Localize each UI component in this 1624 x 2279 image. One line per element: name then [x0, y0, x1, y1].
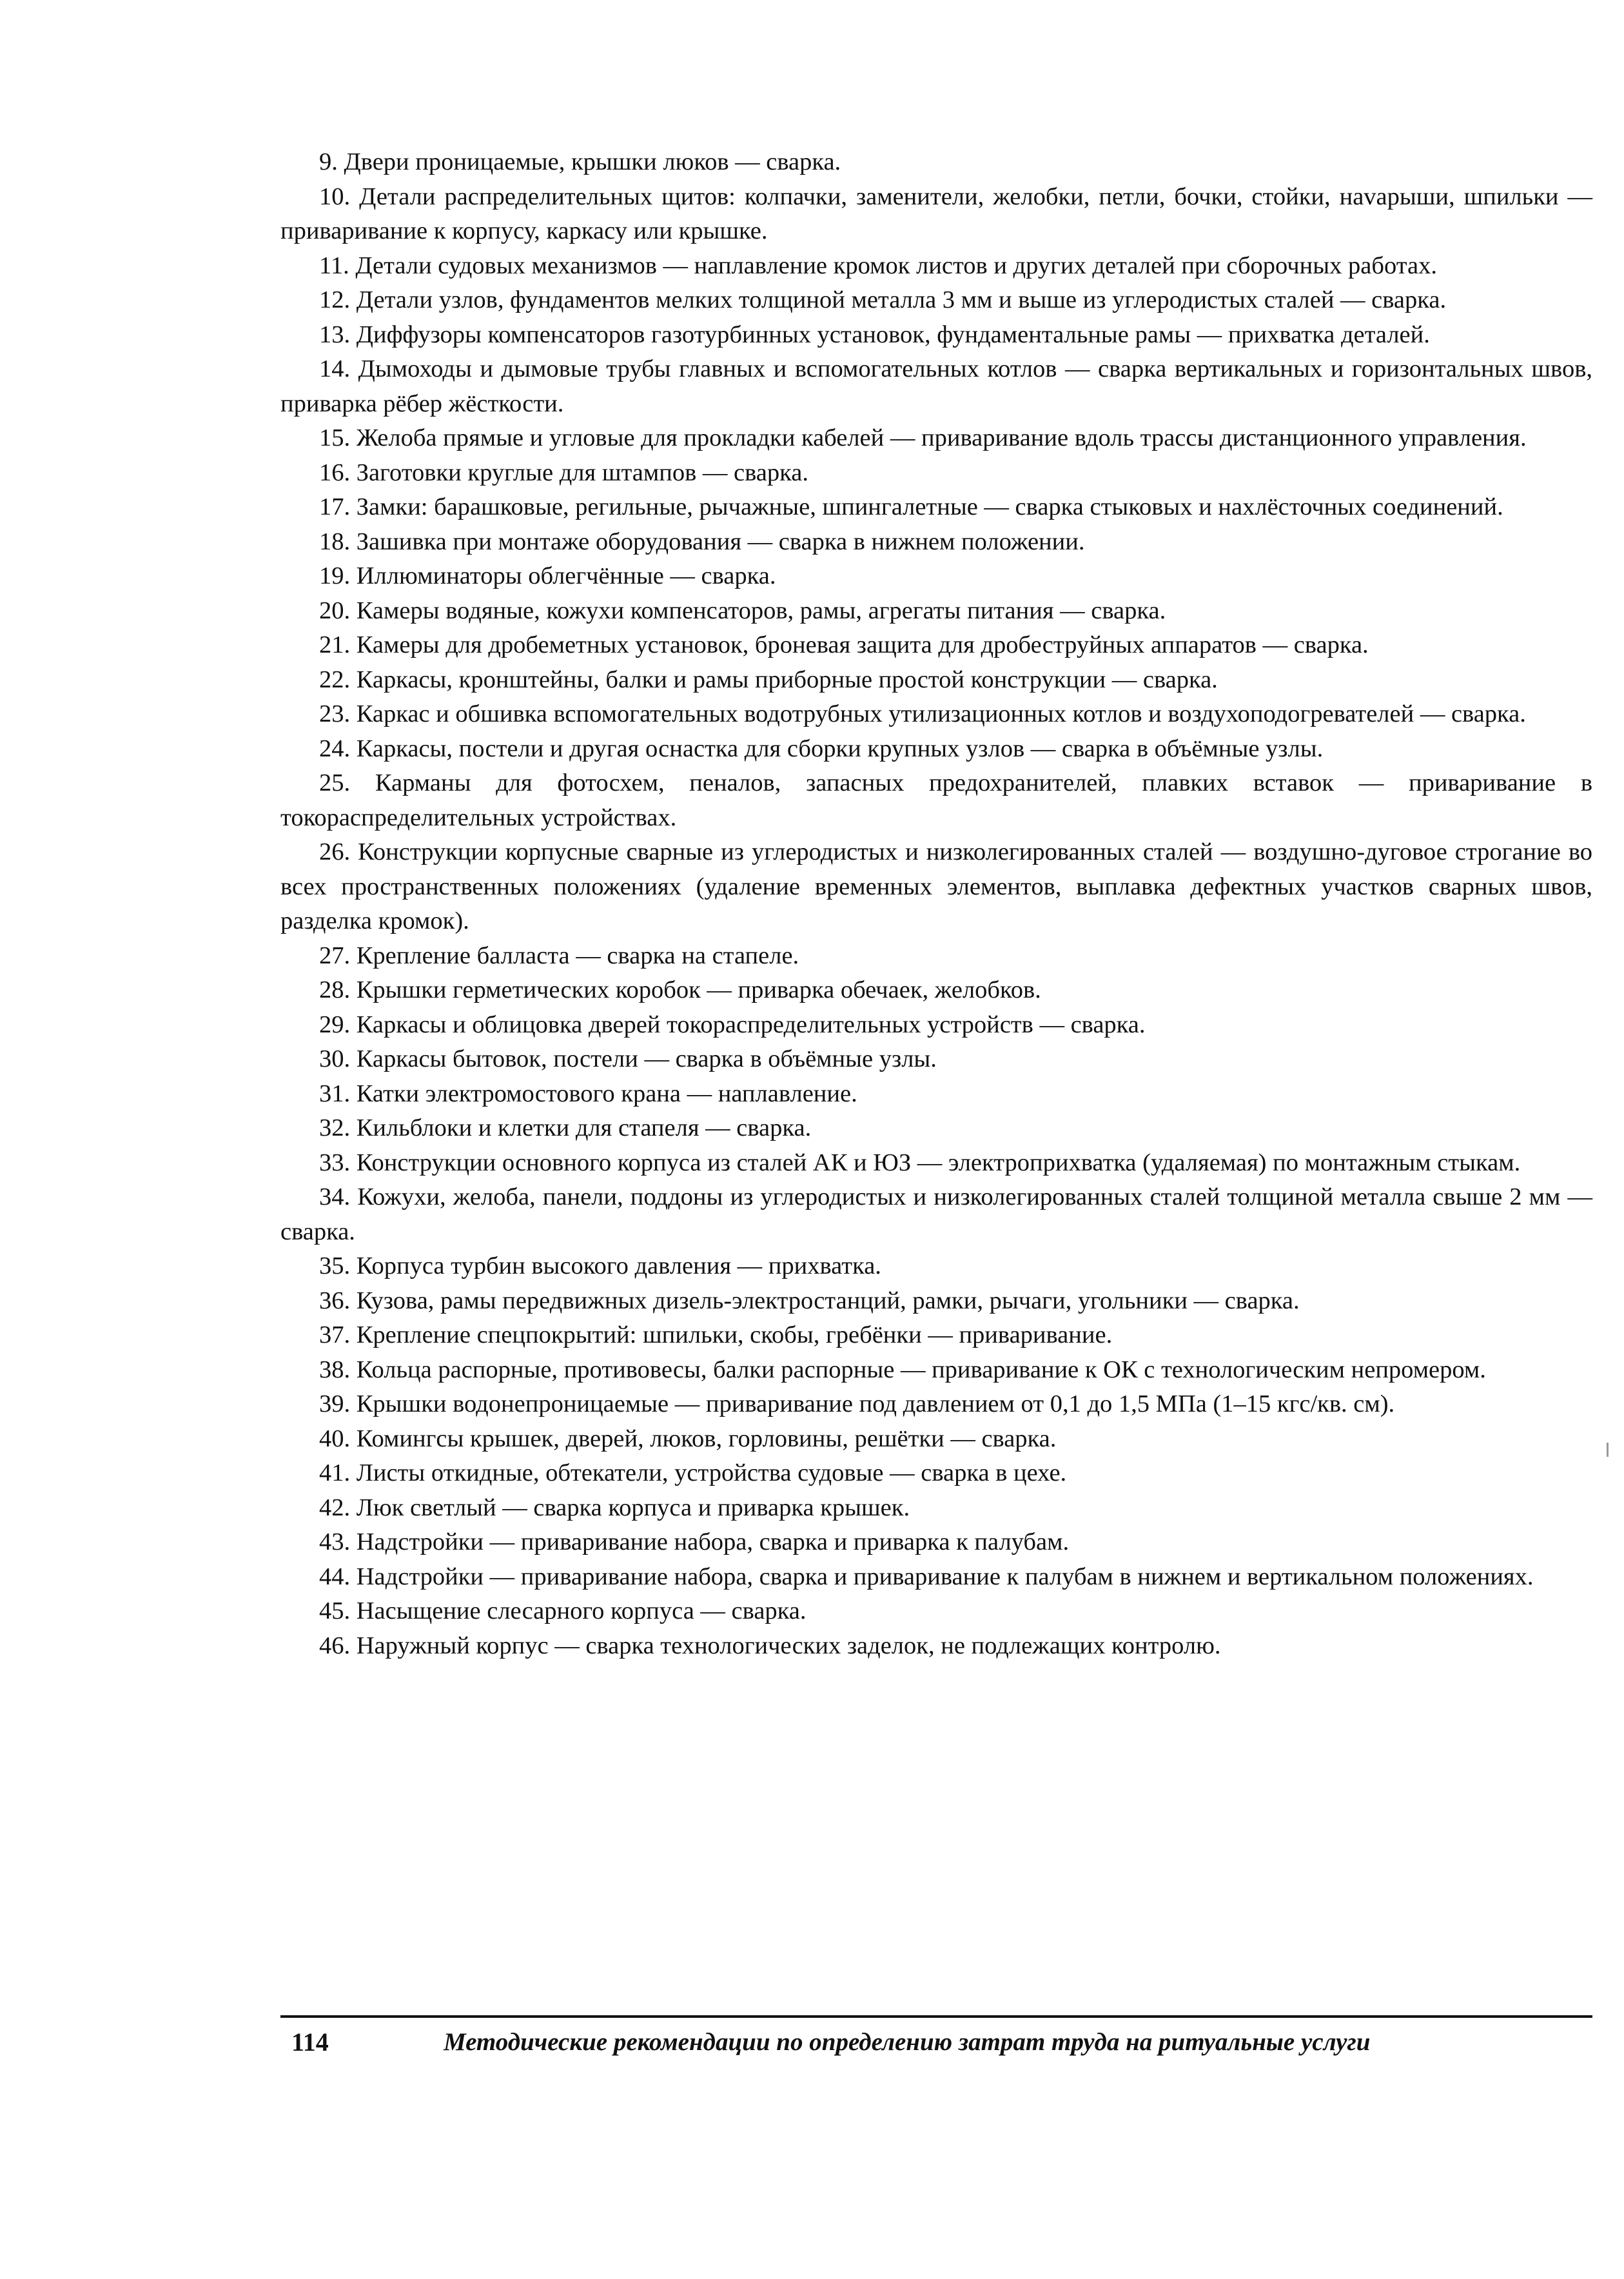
- list-item: 43. Надстройки — приваривание набора, сварка и приварка к палубам.: [319, 1528, 1070, 1555]
- item-list: [280, 145, 1592, 1663]
- list-item: 37. Крепление спецпокрытий: шпильки, скобы, гребёнки — приваривание.: [319, 1321, 1113, 1348]
- list-item: 15. Желоба прямые и угловые для прокладки кабелей — приваривание вдоль трассы дистанционного управления.: [319, 424, 1527, 451]
- list-item: 30. Каркасы бытовок, постели — сварка в объёмные узлы.: [319, 1045, 937, 1072]
- list-item: 18. Зашивка при монтаже оборудования — сварка в нижнем положении.: [319, 528, 1085, 555]
- list-item: 12. Детали узлов, фундаментов мелких толщиной металла 3 мм и выше из углеродистых сталей — сварка.: [319, 286, 1447, 313]
- list-item: 13. Диффузоры компенсаторов газотурбинных установок, фундаментальные рамы — прихватка деталей.: [319, 321, 1430, 348]
- list-item: 45. Насыщение слесарного корпуса — сварка.: [319, 1597, 807, 1624]
- list-item: 42. Люк светлый — сварка корпуса и приварка крышек.: [319, 1494, 910, 1521]
- list-item: 36. Кузова, рамы передвижных дизель-электростанций, рамки, рычаги, угольники — сварка.: [319, 1287, 1300, 1314]
- list-item: 46. Наружный корпус — сварка технологических заделок, не подлежащих контролю.: [319, 1632, 1221, 1659]
- list-item: 23. Каркас и обшивка вспомогательных водотрубных утилизационных котлов и воздухоподогревателей — сварка.: [319, 700, 1526, 727]
- list-item: 11. Детали судовых механизмов — наплавление кромок листов и других деталей при сборочных работах.: [319, 252, 1437, 279]
- list-item: 19. Иллюминаторы облегчённые — сварка.: [319, 562, 776, 589]
- list-item: 22. Каркасы, кронштейны, балки и рамы приборные простой конструкции — сварка.: [319, 666, 1218, 693]
- list-item: 29. Каркасы и облицовка дверей токораспределительных устройств — сварка.: [319, 1011, 1146, 1038]
- list-item: 32. Кильблоки и клетки для стапеля — сварка.: [319, 1114, 812, 1141]
- footer-divider: [280, 2015, 1592, 2018]
- list-item: 41. Листы откидные, обтекатели, устройства судовые — сварка в цехе.: [319, 1459, 1067, 1486]
- list-item: 21. Камеры для дробеметных установок, броневая защита для дробеструйных аппаратов — сварка.: [319, 631, 1369, 658]
- page-number: 114: [291, 2027, 329, 2057]
- list-item: 17. Замки: барашковые, регильные, рычажные, шпингалетные — сварка стыковых и нахлёсточных соединений.: [319, 493, 1503, 520]
- list-item: 34. Кожухи, желоба, панели, поддоны из углеродистых и низколегированных сталей толщиной металла свыше 2 мм — сварка.: [280, 1183, 1592, 1245]
- running-footer-title: Методические рекомендации по определению затрат труда на ритуальные услуги: [444, 2028, 1371, 2056]
- list-item: 28. Крышки герметических коробок — приварка обечаек, желобков.: [319, 976, 1041, 1003]
- list-item: 40. Комингсы крышек, дверей, люков, горловины, решётки — сварка.: [319, 1425, 1057, 1452]
- list-item: 31. Катки электромостового крана — наплавление.: [319, 1080, 857, 1107]
- list-item: 44. Надстройки — приваривание набора, сварка и приваривание к палубам в нижнем и вертикальном положениях.: [319, 1563, 1534, 1590]
- list-item: 20. Камеры водяные, кожухи компенсаторов, рамы, агрегаты питания — сварка.: [319, 597, 1166, 624]
- list-item: 9. Двери проницаемые, крышки люков — сварка.: [319, 148, 841, 175]
- list-item: 25. Карманы для фотосхем, пеналов, запасных предохранителей, плавких вставок — приваривание в токораспределительных устройствах.: [280, 769, 1592, 831]
- list-item: 33. Конструкции основного корпуса из сталей АК и ЮЗ — электроприхватка (удаляемая) по монтажным стыкам.: [319, 1149, 1521, 1176]
- list-item: 10. Детали распределительных щитов: колпачки, заменители, желобки, петли, бочки, стойки, наvарыши, шпильки — приваривание к корпусу, каркасу или крышке.: [280, 183, 1592, 244]
- list-item: 26. Конструкции корпусные сварные из углеродистых и низколегированных сталей — воздушно-дуговое строгание во всех пространственных положениях (удаление временных элементов, выплавка дефектных участков сварных швов, разделка кромок).: [280, 838, 1592, 934]
- list-item: 27. Крепление балласта — сварка на стапеле.: [319, 942, 799, 969]
- list-item: 39. Крышки водонепроницаемые — приваривание под давлением от 0,1 до 1,5 МПа (1–15 кгс/кв. см).: [319, 1390, 1395, 1417]
- list-item: 14. Дымоходы и дымовые трубы главных и вспомогательных котлов — сварка вертикальных и горизонтальных швов, приварка рёбер жёсткости.: [280, 355, 1592, 417]
- list-item: 35. Корпуса турбин высокого давления — прихватка.: [319, 1252, 881, 1279]
- list-item: 38. Кольца распорные, противовесы, балки распорные — приваривание к ОК с технологическим непромером.: [319, 1356, 1486, 1383]
- list-item: 16. Заготовки круглые для штампов — сварка.: [319, 459, 808, 486]
- margin-mark: [1607, 1443, 1609, 1457]
- list-item: 24. Каркасы, постели и другая оснастка для сборки крупных узлов — сварка в объёмные узлы.: [319, 735, 1324, 762]
